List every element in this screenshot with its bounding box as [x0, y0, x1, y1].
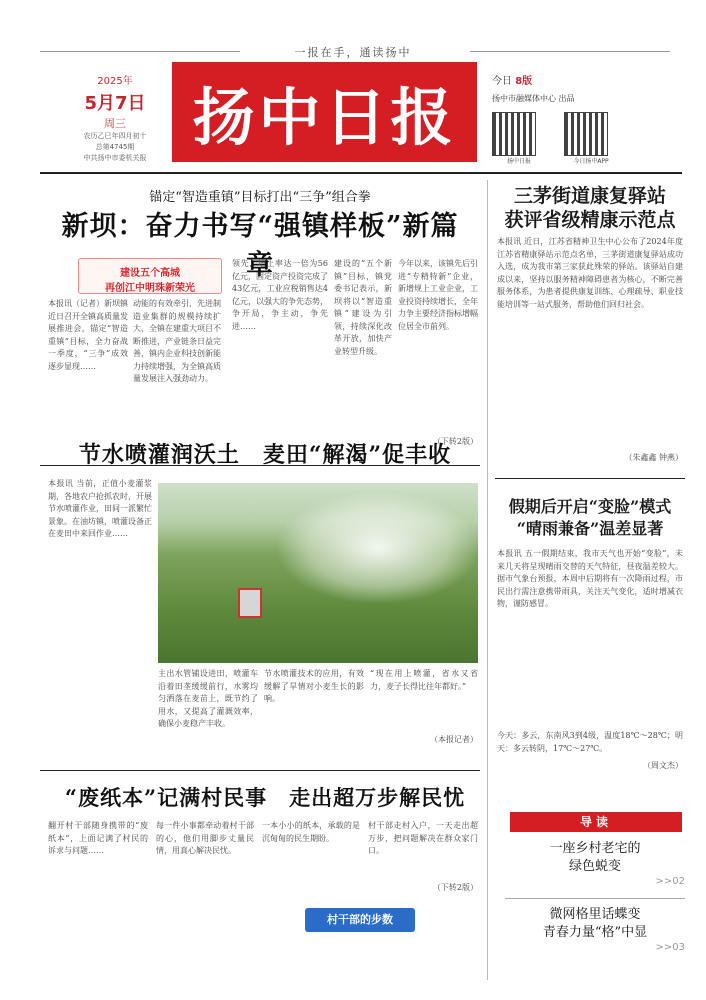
guide-item-2-line1: 微网格里话蝶变 [549, 907, 641, 922]
weekday: 周三 [104, 117, 126, 130]
masthead-title: 扬中日报 [192, 80, 457, 154]
guide-item-2[interactable] [505, 906, 685, 953]
water-col4: “现在用上喷灌，省水又省力，麦子长得比往年都好。” [370, 669, 478, 691]
pages-label: 今日 [492, 76, 512, 87]
badge-line1: 建设五个高城 [120, 268, 180, 279]
pages-count: 8版 [515, 76, 533, 87]
bottom-col3: 一本小小的纸本，承载的是沉甸甸的民生期盼。 [262, 821, 360, 843]
water-spray-image [278, 493, 478, 603]
irrigation-photo [158, 483, 478, 663]
water-col2: 主出水管铺设进田，喷灌车沿着田垄缓缓前行，水雾均匀洒落在麦苗上，既节约了用水，又提高了灌溉效率，确保小麦稳产丰收。 [158, 669, 258, 728]
slogan-rule-left [40, 51, 240, 52]
right-top-headline[interactable] [495, 184, 685, 232]
year: 2025年 [97, 76, 133, 87]
pages-info [492, 72, 662, 87]
media-center: 扬中市融媒体中心 出品 [492, 94, 575, 103]
column-divider [487, 180, 488, 980]
water-col1: 本报讯 当前，正值小麦灌浆期，各地农户抢抓农时，开展节水喷灌作业，田间一派繁忙景象。在油坊镇，喷灌设备正在麦田中来回作业…… [48, 479, 152, 538]
guide-item-1-line2: 绿色蜕变 [568, 859, 621, 874]
holiday-byline: （周文杰） [643, 761, 683, 770]
holiday-forecast: 今天：多云，东南风3到4级，温度18℃～28℃；明天：多云转阴，17℃～27℃。 [497, 731, 683, 753]
qr-code-icon[interactable] [564, 112, 608, 156]
qr-caption: 扬中日报 [506, 158, 531, 165]
section-rule [40, 770, 480, 771]
holiday-headline-2: “晴雨兼备”温差显著 [516, 519, 664, 538]
guide-divider [505, 898, 685, 899]
right-top-body: 本报讯 近日，江苏省精神卫生中心公布了2024年度江苏省精康驿站示范点名单，三茅街道康复驿站成功入选，成为我市第三家获此殊荣的驿站。该驿站自建成以来，坚持以服务精神障碍患者为核心，不断完善服务体系，为患者提供康复训练、心理疏导、职业技能培训等一站式服务，帮助他们回归社会。 [497, 237, 683, 309]
month-day: 5月7日 [84, 93, 146, 114]
bottom-continued: （下转2版） [432, 883, 478, 892]
column-tag[interactable]: 村干部的步数 [305, 908, 415, 932]
guide-label: 导读 [510, 812, 682, 832]
header-rule [40, 172, 682, 174]
holiday-body: 本报讯 五一假期结束，我市天气也开始“变脸”，未来几天将呈现晴雨交替的天气特征，昼夜温差较大。据市气象台预报，本周中后期将有一次降雨过程，市民出行需注意携带雨具，关注天气变化，适时增减衣物，谨防感冒。 [497, 549, 683, 608]
section-rule [495, 478, 685, 479]
lead-col3: 领先，增上率达一倍为56亿元，固定资产投资完成了43亿元，工业应税销售达4亿元，以强大的争先态势，争开局，争主动，争先进…… [232, 259, 328, 331]
water-col3: 节水喷灌技术的应用，有效缓解了旱情对小麦生长的影响。 [264, 669, 364, 703]
guide-item-1-line1: 一座乡村老宅的 [549, 841, 641, 856]
qr-code-icon[interactable] [492, 112, 536, 156]
guide-item-1-page: >>02 [655, 876, 685, 887]
masthead [172, 62, 477, 162]
guide-item-1[interactable] [505, 840, 685, 887]
bottom-col1: 翻开村干部随身携带的“废纸本”，上面记满了村民的诉求与问题…… [48, 821, 148, 855]
holiday-headline-1: 假期后开启“变脸”模式 [508, 497, 672, 516]
header-right [492, 72, 662, 165]
bottom-col4: 村干部走村入户，一天走出超万步，把问题解决在群众家门口。 [368, 821, 478, 855]
right-top-headline-1: 三茅街道康复驿站 [513, 185, 666, 207]
lead-col1: 本报讯（记者）新坝镇近日召开全镇高质量发展推进会，锚定“智造重镇”目标，全力奋战一季度，“三争”成效逐步显现…… [48, 299, 128, 371]
date-block [55, 72, 175, 164]
lunar-date: 农历乙巳年四月初十 [83, 132, 147, 140]
sprinkler-cart-image [238, 588, 262, 618]
slogan-rule-right [470, 51, 670, 52]
bottom-col2: 每一件小事都牵动着村干部的心，他们用脚步丈量民情，用真心解决民忧。 [156, 821, 254, 855]
lead-col5: 今年以来，该镇先后引进“专精特新”企业，新增规上工业企业，工业投资持续增长，全年力争主要经济指标增幅位居全市前列。 [398, 259, 478, 331]
badge-line2: 再创江中明珠新荣光 [105, 283, 195, 294]
publisher: 中共扬中市委机关报 [83, 154, 147, 162]
water-byline: （本报记者） [430, 735, 478, 744]
lead-kicker: 锚定“智造重镇”目标打出“三争”组合拳 [149, 190, 371, 205]
issue-number: 总第4745期 [95, 143, 135, 151]
qr-caption: 今日扬中APP [573, 158, 609, 165]
campaign-badge [78, 258, 222, 294]
holiday-headline[interactable] [495, 496, 685, 540]
lead-col2: 动能的有效牵引，先进制造业集群的规模持续扩大，全镇在建重大项目不断推进，产业链条日益完善，镇内企业科技创新能力持续增强，为全镇高质量发展注入强劲动力。 [133, 299, 221, 383]
right-top-byline: （朱鑫鑫 钟燕） [624, 453, 683, 462]
lead-headline[interactable]: 新坝：奋力书写“强镇样板”新篇章 [61, 211, 459, 281]
bottom-headline[interactable]: “废纸本”记满村民事 走出超万步解民忧 [64, 785, 466, 810]
lead-col4: 建设的“五个新镇”目标，镇党委书记表示，新坝将以“智造重镇”建设为引领，持续深化改革开放，加快产业转型升级。 [334, 259, 392, 356]
guide-item-2-line2: 青春力量“格”中显 [542, 925, 648, 940]
guide-item-2-page: >>03 [655, 942, 685, 953]
water-headline[interactable]: 节水喷灌润沃土 麦田“解渴”促丰收 [78, 442, 452, 468]
right-top-headline-2: 获评省级精康示范点 [504, 209, 676, 231]
slogan: 一报在手，通读扬中 [294, 46, 412, 59]
lead-continued: （下转2版） [432, 437, 478, 446]
